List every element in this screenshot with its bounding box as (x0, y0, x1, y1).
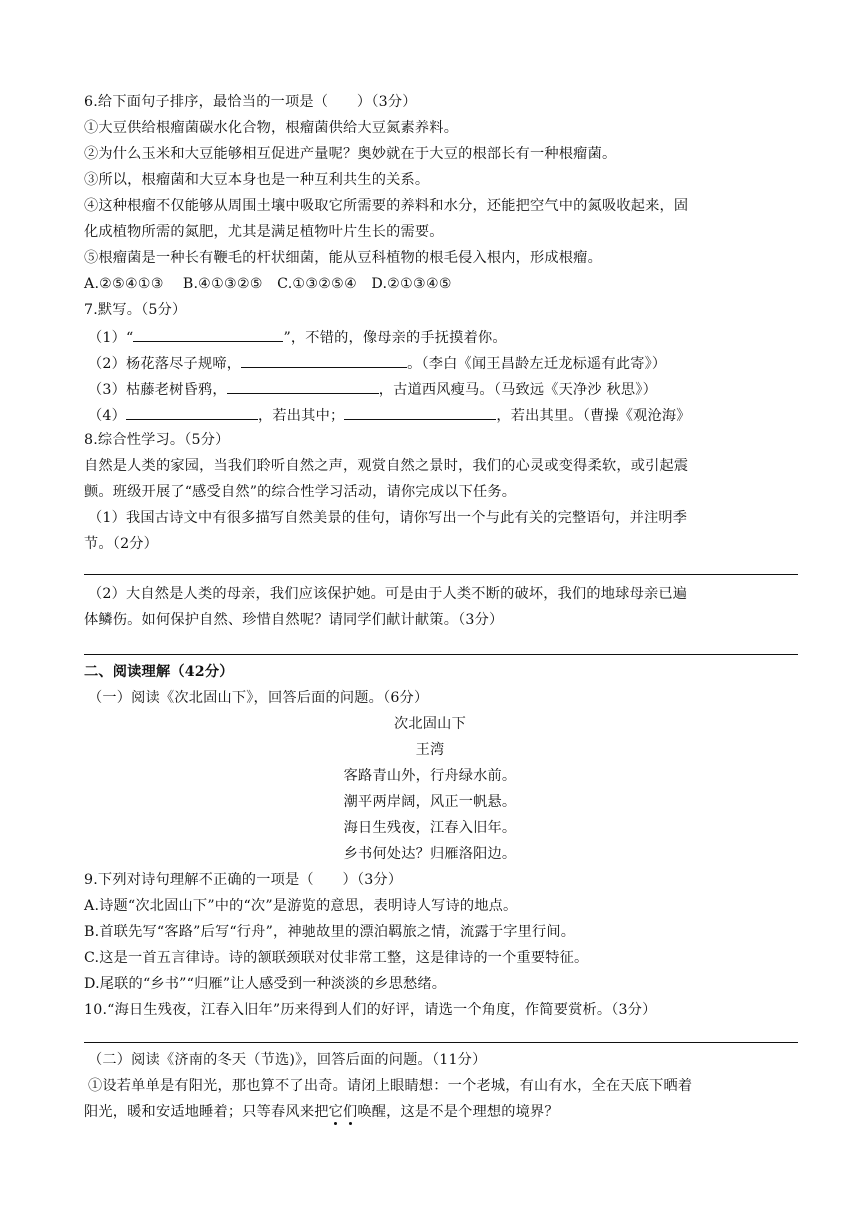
answer-line[interactable] (84, 574, 798, 575)
q9-stem: 9.下列对诗句理解不正确的一项是（ ）（3分） (84, 872, 403, 888)
q8-task1-line2: 节。（2分） (84, 536, 159, 552)
passage-para1-line1: ①设若单单是有阳光，那也算不了出奇。请闭上眼睛想：一个老城，有山有水，全在天底下晒着 (88, 1078, 693, 1094)
poem-line-3: 海日生残夜，江春入旧年。 (343, 820, 517, 836)
q9-option-c: C.这是一首五言律诗。诗的颔联颈联对仗非常工整，这是律诗的一个重要特征。 (84, 950, 589, 966)
q6-sentence-1: ①大豆供给根瘤菌碳水化合物，根瘤菌供给大豆氮素养料。 (84, 120, 459, 136)
q7-stem: 7.默写。（5分） (84, 302, 187, 318)
q8-stem: 8.综合性学习。（5分） (84, 432, 230, 448)
q6-sentence-5: ⑤根瘤菌是一种长有鞭毛的杆状细菌，能从豆科植物的根毛侵入根内，形成根瘤。 (84, 250, 602, 266)
answer-blank[interactable] (227, 378, 379, 394)
q7-line-1 (88, 326, 507, 348)
answer-blank[interactable] (344, 404, 496, 420)
q10-stem: 10.“海日生残夜，江春入旧年”历来得到人们的好评，请选一个角度，作简要赏析。（3分） (84, 1002, 657, 1018)
subsection-2-title: （二）阅读《济南的冬天（节选)》，回答后面的问题。（11分） (88, 1052, 487, 1068)
q7-l2-suffix: 。（李白《闻王昌龄左迁龙标遥有此寄》） (407, 356, 667, 372)
answer-blank[interactable] (241, 352, 407, 368)
q8-intro-line1: 自然是人类的家园，当我们聆听自然之声，观赏自然之景时，我们的心灵或变得柔软，或引起震 (84, 458, 689, 474)
q7-l3-suffix: ，古道西风瘦马。（马致远《天净沙 秋思》） (378, 382, 657, 398)
poem-title: 次北固山下 (394, 716, 466, 732)
q6-sentence-3: ③所以，根瘤菌和大豆本身也是一种互利共生的关系。 (84, 172, 430, 188)
q7-line-4 (88, 404, 691, 426)
emphasis-dot-char: 们 (342, 1104, 358, 1120)
q6-sentence-4-line2: 化成植物所需的氮肥，尤其是满足植物叶片生长的需要。 (84, 224, 444, 240)
answer-blank[interactable] (126, 404, 258, 420)
q8-task2-line1: （2）大自然是人类的母亲，我们应该保护她。可是由于人类不断的破坏，我们的地球母亲已遍 (88, 586, 688, 602)
q7-l1-suffix: ”，不错的，像母亲的手抚摸着你。 (283, 330, 507, 346)
emphasis-dot-char: 它 (328, 1104, 343, 1120)
answer-line[interactable] (84, 1042, 798, 1043)
q8-task2-line2: 体鳞伤。如何保护自然、珍惜自然呢？请同学们献计献策。（3分） (84, 612, 504, 628)
answer-blank[interactable] (133, 326, 283, 342)
q7-l4-suffix: ，若出其里。（曹操《观沧海》 (496, 408, 691, 424)
q7-l4-prefix: （4） (88, 408, 127, 424)
q8-intro-line2: 颤。班级开展了“感受自然”的综合性学习活动，请你完成以下任务。 (84, 484, 517, 500)
passage-para1-line2 (84, 1102, 559, 1122)
q6-options: A.②⑤④①③ B.④①③②⑤ C.①③②⑤④ D.②①③④⑤ (84, 276, 452, 292)
q7-l4-middle: ，若出其中； (258, 408, 345, 424)
q7-line-3 (88, 378, 657, 400)
poem-line-4: 乡书何处达？归雁洛阳边。 (343, 846, 517, 862)
q7-l2-prefix: （2）杨花落尽子规啼， (88, 356, 242, 372)
q8-task1-line1: （1）我国古诗文中有很多描写自然美景的佳句，请你写出一个与此有关的完整语句，并注明季 (88, 510, 688, 526)
q9-option-b: B.首联先写“客路”后写“行舟”，神驰故里的漂泊羁旅之情，流露于字里行间。 (84, 924, 576, 940)
q9-option-a: A.诗题“次北固山下”中的“次”是游览的意思，表明诗人写诗的地点。 (84, 898, 518, 914)
q7-line-2 (88, 352, 666, 374)
poem-line-2: 潮平两岸阔，风正一帆悬。 (343, 794, 517, 810)
answer-line[interactable] (84, 654, 798, 655)
subsection-1-title: （一）阅读《次北固山下》，回答后面的问题。（6分） (88, 690, 429, 706)
passage-text: 唤醒，这是不是个理想的境界？ (357, 1104, 559, 1120)
q6-sentence-2: ②为什么玉米和大豆能够相互促进产量呢？奥妙就在于大豆的根部长有一种根瘤菌。 (84, 146, 617, 162)
poem-author: 王湾 (415, 742, 445, 758)
q7-l3-prefix: （3）枯藤老树昏鸦， (88, 382, 227, 398)
passage-text: 阳光，暖和安适地睡着；只等春风来把 (84, 1104, 329, 1120)
q9-option-d: D.尾联的“乡书”“归雁”让人感受到一种淡淡的乡思愁绪。 (84, 976, 447, 992)
q6-stem: 6.给下面句子排序，最恰当的一项是（ ）（3分） (84, 94, 417, 110)
q6-sentence-4-line1: ④这种根瘤不仅能够从周围土壤中吸取它所需要的养料和水分，还能把空气中的氮吸收起来，固 (84, 198, 689, 214)
q7-l1-prefix: （1）“ (88, 330, 134, 346)
poem-line-1: 客路青山外，行舟绿水前。 (343, 768, 517, 784)
section-heading: 二、阅读理解（42分） (84, 664, 234, 680)
